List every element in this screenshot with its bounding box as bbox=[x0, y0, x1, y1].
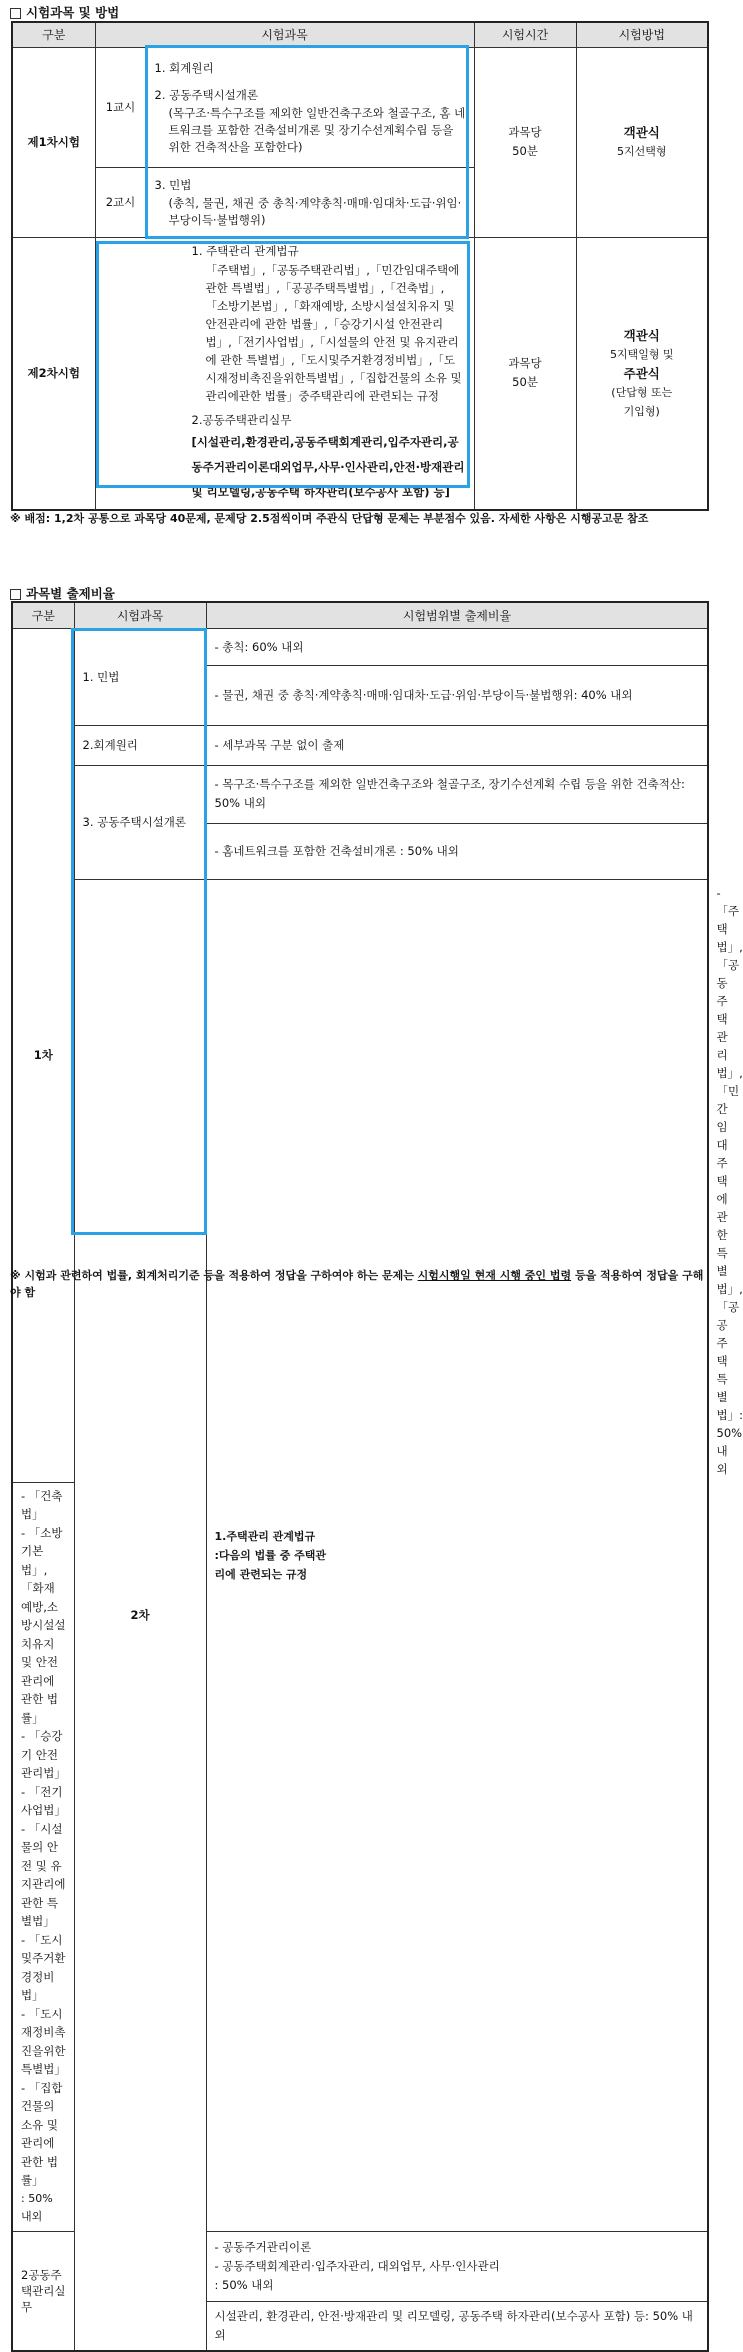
scoring-note: ※ 배점: 1,2차 공통으로 과목당 40문제, 문제당 2.5점씩이며 주관식 단답형 문제는 부분점수 있음. 자세한 사항은 시행공고문 참조 bbox=[10, 512, 649, 525]
subject-housing-practice: 2.공동주택관리실무 bbox=[191, 412, 292, 427]
round2-time-line2: 50분 bbox=[512, 375, 538, 389]
session1-subjects bbox=[146, 47, 474, 167]
r1-accounting-row bbox=[12, 725, 708, 765]
session2-subjects bbox=[146, 167, 474, 237]
r1-facility-row1 bbox=[12, 765, 708, 823]
section1-title bbox=[10, 3, 119, 21]
table1-header-row bbox=[12, 22, 708, 47]
r2-law-row1: 2차 1.주택관리 관계법규 :다음의 법률 중 주택관 리에 관련되는 규정 - 「주택법」,「공동주택관리법」,「민간임대주택에 관한 특별법」,「공공주택 특별법」: 50% 내외 bbox=[12, 879, 708, 1482]
ratio-facility-range2: - 홈네트워크를 포함한 건축설비개론 : 50% 내외 bbox=[206, 823, 708, 879]
header2-subject: 시험과목 bbox=[74, 602, 206, 628]
round2-subjects bbox=[95, 237, 474, 510]
round1-method bbox=[576, 47, 708, 237]
ratio-round2-label: 2차 bbox=[74, 879, 206, 2351]
law-item-6: - 「도시재정비촉진을위한특별법」 bbox=[21, 2006, 66, 2076]
ratio-practice-range2: 시설관리, 환경관리, 안전·방재관리 및 리모델링, 공동주택 하자관리(보수공사 포함) 등: 50% 내외 bbox=[206, 2301, 708, 2351]
subject-housing-law-detail: 「주택법」,「공동주택관리법」,「민간임대주택에 관한 특별법」,「공공주택특별법」,「건축법」,「소방기본법」,「화재예방, 소방시설설치유지 및 안전관리에 관한 법률」,「승강기시설 안전관리법」,「전기사업법」,「시설물의 안전 및 유지관리에 관한 특별법」,「도시및주거환경정비법」,「도시재정비촉진을위한특별법」,「집합건물의 소유 및 관리에관한 법률」중주택관리에 관련되는 규정 bbox=[205, 262, 462, 403]
header-method: 시험방법 bbox=[576, 22, 708, 47]
note-text-underlined: 시험시행일 현재 시행 중인 법령 bbox=[417, 1269, 572, 1282]
subject-civil: 3. 민법 bbox=[154, 177, 192, 192]
law-item-5: - 「도시및주거환경정비법」 bbox=[21, 1932, 66, 2002]
section2-title-text: 과목별 출제비율 bbox=[26, 586, 115, 601]
round2-time bbox=[474, 237, 576, 510]
r1-civil-row1 bbox=[12, 628, 708, 665]
law-item-3: - 「전기사업법」 bbox=[21, 1784, 66, 1817]
ratio-civil-range2: - 물권, 채권 중 총칙·계약총칙·매매·임대차·도급·위임·부당이득·불법행위: 40% 내외 bbox=[206, 665, 708, 725]
round2-method-main1: 객관식 bbox=[623, 327, 660, 343]
round2-method-main2: 주관식 bbox=[623, 365, 660, 381]
section1-title-text: 시험과목 및 방법 bbox=[26, 5, 120, 20]
law-item-7: - 「집합건물의 소유 및 관리에 관한 법률」 bbox=[21, 2080, 63, 2187]
round1-label: 제1차시험 bbox=[12, 47, 95, 237]
round1-time bbox=[474, 47, 576, 237]
round2-method-sub2b: 기입형) bbox=[623, 404, 660, 418]
ratio-civil-subject: 1. 민법 bbox=[74, 628, 206, 725]
ratio-law-subject-line2: :다음의 법률 중 주택관 bbox=[214, 1548, 327, 1562]
round2-time-line1: 과목당 bbox=[508, 356, 542, 370]
ratio-law-subject bbox=[206, 879, 708, 2231]
subject-civil-detail: (총칙, 물권, 채권 중 총칙·계약총칙·매매·임대차·도급·위임·부당이득·불법행위) bbox=[168, 195, 462, 227]
round2-method-sub2a: (단답형 또는 bbox=[611, 385, 673, 399]
round2-row bbox=[12, 237, 708, 510]
header2-range: 시험범위별 출제비율 bbox=[206, 602, 708, 628]
law-item-8: : 50% 내외 bbox=[21, 2191, 53, 2223]
ratio-law-range2 bbox=[12, 1482, 74, 2231]
law-item-4: - 「시설물의 안전 및 유지관리에 관한 특별법」 bbox=[21, 1821, 66, 1928]
practice-item-1: - 공동주택회계관리·입주자관리, 대외업무, 사무·인사관리 bbox=[214, 2258, 500, 2273]
practice-item-2: : 50% 내외 bbox=[214, 2277, 274, 2292]
checkbox-square-icon bbox=[10, 8, 21, 19]
checkbox-square-icon bbox=[10, 589, 21, 600]
law-item-0: - 「건축법」 bbox=[21, 1488, 63, 1521]
header-category: 구분 bbox=[12, 22, 95, 47]
exam-subjects-table bbox=[11, 21, 709, 511]
section2-title bbox=[10, 584, 115, 602]
law-item-2: - 「승강기 안전관리법」 bbox=[21, 1729, 66, 1780]
table2-header-row bbox=[12, 602, 708, 628]
ratio-law-subject-line1: 1.주택관리 관계법규 bbox=[214, 1529, 316, 1543]
ratio-practice-range1 bbox=[206, 2231, 708, 2301]
round1-time-line1: 과목당 bbox=[508, 125, 542, 139]
note-text-after: 등을 적용하여 정답을 구해야 함 bbox=[10, 1269, 704, 1299]
round2-method-sub1: 5지택일형 및 bbox=[609, 347, 674, 361]
session1-label: 1교시 bbox=[95, 47, 146, 167]
ratio-law-subject-line3: 리에 관련되는 규정 bbox=[214, 1567, 308, 1581]
header2-category: 구분 bbox=[12, 602, 74, 628]
header-time: 시험시간 bbox=[474, 22, 576, 47]
subject-facility-detail: (목구조·특수구조를 제외한 일반건축구조와 철골구조, 홈 네트워크를 포함한 건축설비개론 및 장기수선계획수립 등을 위한 건축적산을 포함한다) bbox=[168, 105, 466, 154]
round1-method-main: 객관식 bbox=[623, 125, 660, 140]
ratio-facility-range1: - 목구조·특수구조를 제외한 일반건축구조와 철골구조, 장기수선계획 수립 등을 위한 건축적산: 50% 내외 bbox=[206, 765, 708, 823]
ratio-accounting-range1: - 세부과목 구분 없이 출제 bbox=[206, 725, 708, 765]
session2-label: 2교시 bbox=[95, 167, 146, 237]
round1-method-sub: 5지선택형 bbox=[616, 145, 667, 158]
note-text-before: ※ 시험과 관련하여 법률, 회계처리기준 등을 적용하여 정답을 구하여야 하는 문제는 bbox=[10, 1269, 418, 1282]
practice-item-0: - 공동주거관리이론 bbox=[214, 2239, 312, 2254]
law-item-1: - 「소방기본법」,「화재예방,소방시설설치유지 및 안전관리에 관한 법률」 bbox=[21, 1525, 66, 1725]
round2-label: 제2차시험 bbox=[12, 237, 95, 510]
round1-session1-row bbox=[12, 47, 708, 167]
round2-method bbox=[576, 237, 708, 510]
subject-facility: 2. 공동주택시설개론 bbox=[154, 87, 258, 102]
subject-housing-law: 1. 주택관리 관계법규 bbox=[191, 243, 299, 258]
ratio-round1-label: 1차 bbox=[12, 628, 74, 1482]
ratio-civil-range1: - 총칙: 60% 내외 bbox=[206, 628, 708, 665]
round1-time-line2: 50분 bbox=[512, 144, 538, 158]
ratio-practice-subject: 2공동주택관리실무 bbox=[12, 2231, 74, 2351]
subject-accounting: 1. 회계원리 bbox=[154, 60, 214, 75]
ratio-accounting-subject: 2.회계원리 bbox=[74, 725, 206, 765]
subject-housing-practice-detail: [시설관리,환경관리,공동주택회계관리,입주자관리,공동주거관리이론대외업무,사무·인사관리,안전·방재관리 및 리모델링,공동주택 하자관리(보수공사 포함) 등] bbox=[191, 434, 465, 499]
question-ratio-table bbox=[11, 601, 743, 2352]
law-application-note bbox=[10, 1267, 710, 1301]
header-subject: 시험과목 bbox=[95, 22, 474, 47]
ratio-facility-subject: 3. 공동주택시설개론 bbox=[74, 765, 206, 879]
